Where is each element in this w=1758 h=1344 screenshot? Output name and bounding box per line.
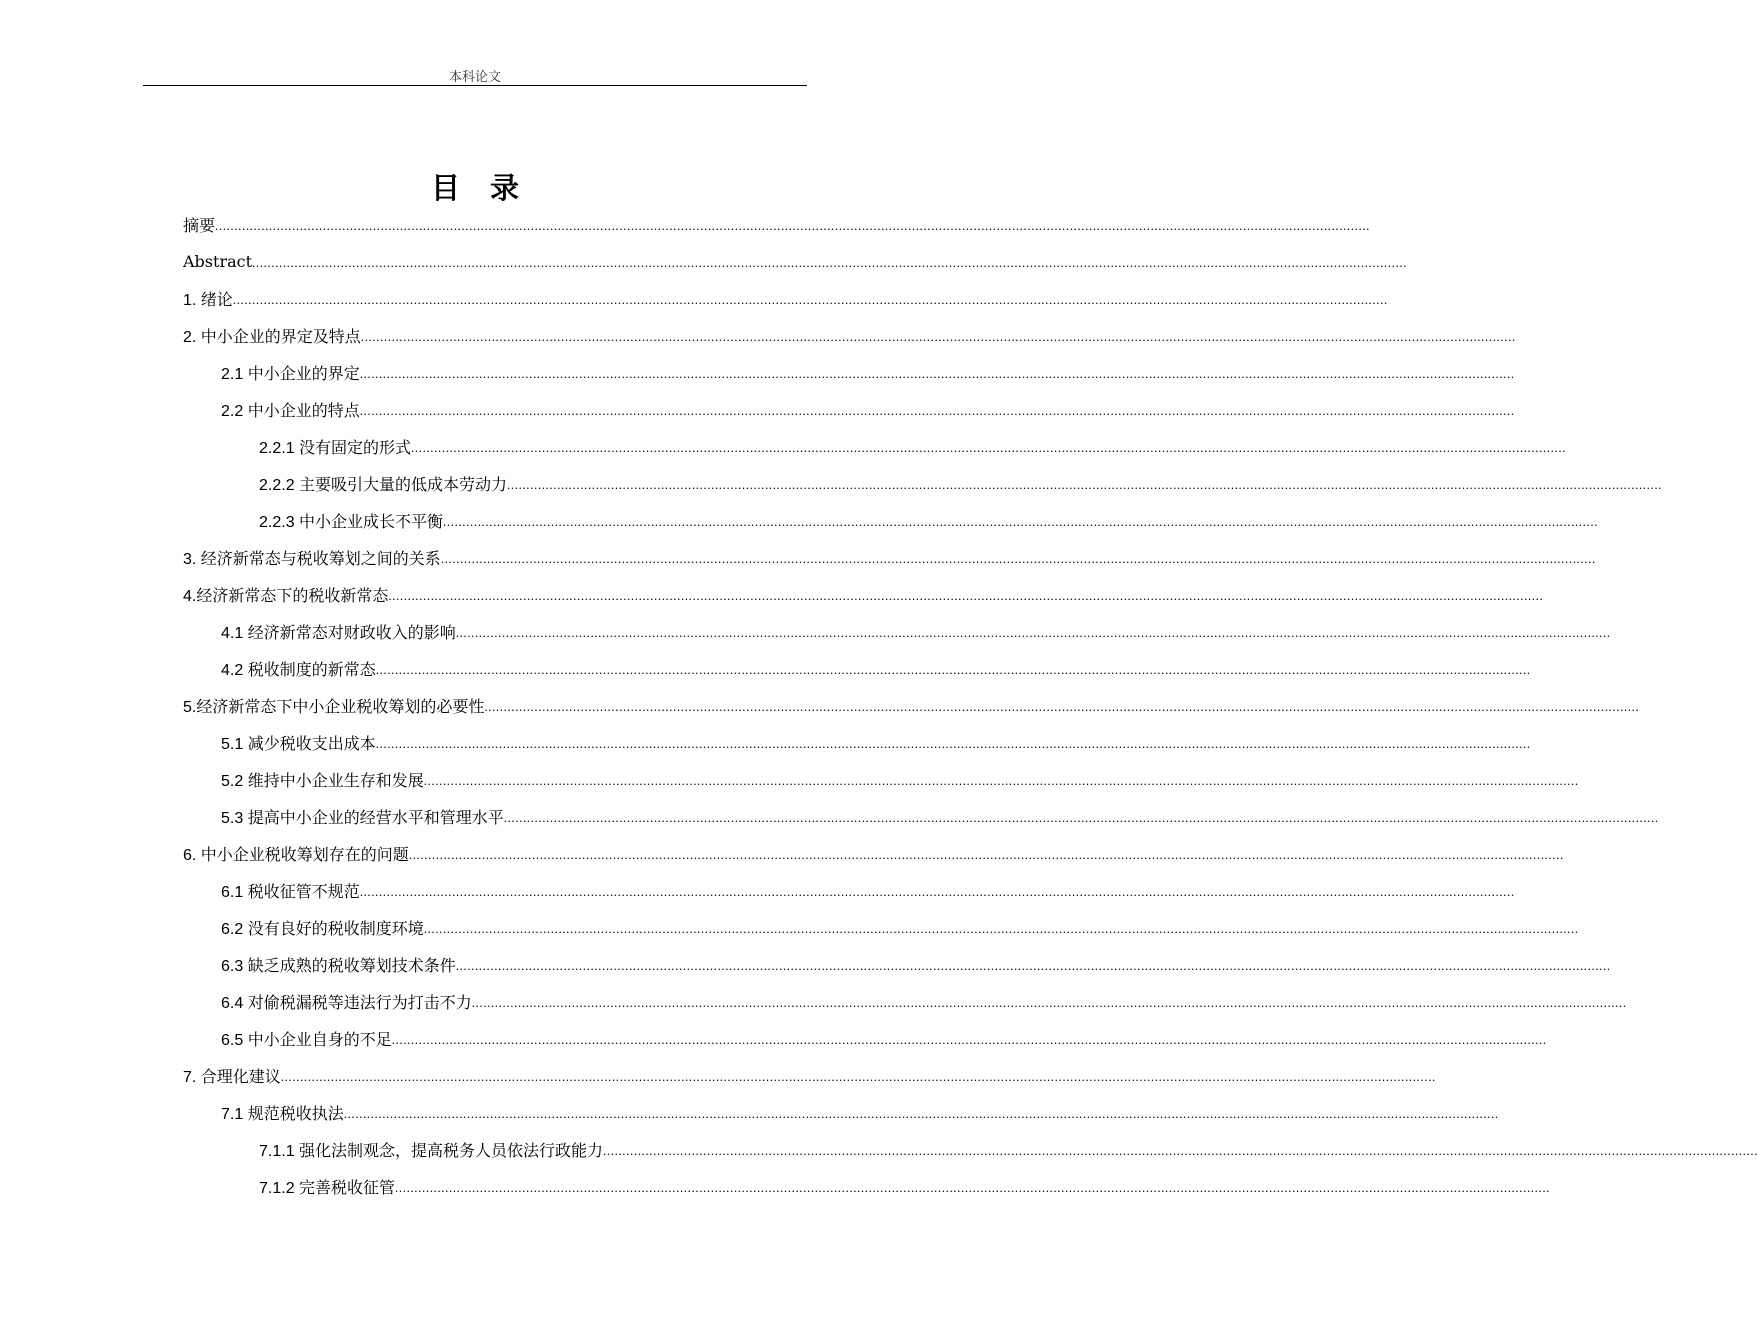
toc-entry-label: [221, 398, 360, 421]
toc-dot-leader: ............................................................................................................................................................................................................................................................................................................: [440, 551, 1596, 566]
toc-dot-leader: ............................................................................................................................................................................................................................................................................................................: [388, 588, 1544, 603]
toc-entry-label: [183, 1064, 281, 1087]
toc-dot-leader: ............................................................................................................................................................................................................................................................................................................: [359, 884, 1515, 899]
toc-dot-leader: ............................................................................................................................................................................................................................................................................................................: [603, 1143, 1758, 1158]
toc-entry-number: 6.2: [221, 921, 248, 938]
toc-entry-label: [183, 583, 388, 606]
toc-dot-leader: ............................................................................................................................................................................................................................................................................................................: [507, 477, 1663, 492]
toc-entry-text: 规范税收执法: [247, 1104, 344, 1123]
toc-entry-number: 5.: [183, 699, 197, 716]
toc-entry-text: 税收制度的新常态: [247, 660, 376, 679]
toc-entry-number: 2.2.1: [259, 440, 300, 457]
toc-entry-text: 没有固定的形式: [299, 438, 412, 457]
toc-entry-label: [183, 694, 484, 717]
toc-entry[interactable]: [183, 1057, 1436, 1094]
toc-dot-leader: ............................................................................................................................................................................................................................................................................................................: [375, 736, 1531, 751]
toc-entry-number: 5.1: [221, 736, 248, 753]
toc-entry[interactable]: [183, 576, 1544, 613]
header-rule: [143, 85, 807, 86]
toc-entry-text: 中小企业自身的不足: [247, 1030, 392, 1049]
toc-entry[interactable]: [183, 354, 1515, 391]
toc-entry-label: [221, 361, 360, 384]
toc-entry-label: [259, 509, 443, 532]
toc-entry-number: 4.1: [221, 625, 248, 642]
toc-entry-text: 中小企业成长不平衡: [299, 512, 444, 531]
toc-dot-leader: ............................................................................................................................................................................................................................................................................................................: [408, 847, 1564, 862]
toc-entry-label: [221, 657, 376, 680]
toc-entry[interactable]: [183, 872, 1515, 909]
toc-dot-leader: ............................................................................................................................................................................................................................................................................................................: [423, 921, 1579, 936]
toc-entry-label: [183, 842, 409, 865]
toc-dot-leader: ............................................................................................................................................................................................................................................................................................................: [391, 1032, 1547, 1047]
toc-entry-label: [183, 213, 215, 236]
toc-entry-text: Abstract: [183, 251, 253, 271]
toc-entry-text: 提高中小企业的经营水平和管理水平: [247, 808, 504, 827]
toc-entry-label: [221, 768, 424, 791]
toc-entry[interactable]: [183, 317, 1516, 354]
toc-entry-text: 维持中小企业生存和发展: [247, 771, 424, 790]
toc-entry-number: 6.4: [221, 995, 248, 1012]
toc-entry-number: 4.2: [221, 662, 248, 679]
toc-entry-number: 7.: [183, 1069, 201, 1086]
toc-entry-text: 经济新常态下的税收新常态: [196, 586, 389, 605]
toc-entry-number: 6.1: [221, 884, 248, 901]
toc-dot-leader: ............................................................................................................................................................................................................................................................................................................: [359, 366, 1515, 381]
toc-entry[interactable]: [183, 909, 1579, 946]
toc-entry[interactable]: [183, 539, 1596, 576]
toc-entry-label: [259, 435, 411, 458]
toc-entry-number: 3.: [183, 551, 201, 568]
toc-entry-text: 经济新常态与税收筹划之间的关系: [200, 549, 441, 568]
toc-entry-label: [221, 1101, 344, 1124]
toc-entry-text: 强化法制观念，提高税务人员依法行政能力: [299, 1141, 604, 1160]
toc-entry-text: 没有良好的税收制度环境: [247, 919, 424, 938]
toc-dot-leader: ............................................................................................................................................................................................................................................................................................................: [443, 514, 1599, 529]
toc-entry-label: [183, 324, 361, 347]
toc-entry-text: 合理化建议: [200, 1067, 281, 1086]
toc-entry-text: 中小企业的界定及特点: [200, 327, 361, 346]
toc-entry-number: 1.: [183, 292, 201, 309]
toc-entry-text: 中小企业税收筹划存在的问题: [200, 845, 409, 864]
toc-entry-label: [221, 731, 376, 754]
toc-dot-leader: ............................................................................................................................................................................................................................................................................................................: [471, 995, 1627, 1010]
toc-dot-leader: ............................................................................................................................................................................................................................................................................................................: [395, 1180, 1551, 1195]
toc-entry[interactable]: [183, 1131, 1758, 1168]
toc-entry-number: 7.1.2: [259, 1180, 300, 1197]
toc-dot-leader: ............................................................................................................................................................................................................................................................................................................: [215, 218, 1371, 233]
toc-entry[interactable]: [183, 1020, 1547, 1057]
toc-entry-label: [221, 990, 472, 1013]
toc-dot-leader: ............................................................................................................................................................................................................................................................................................................: [411, 440, 1567, 455]
toc-dot-leader: ............................................................................................................................................................................................................................................................................................................: [280, 1069, 1436, 1084]
toc-entry-number: 2.2.3: [259, 514, 300, 531]
toc-entry-text: 完善税收征管: [299, 1178, 396, 1197]
toc-entry[interactable]: [183, 1094, 1499, 1131]
toc-entry-number: 5.3: [221, 810, 248, 827]
table-of-contents: [183, 206, 1758, 1205]
toc-entry-text: 税收征管不规范: [247, 882, 360, 901]
toc-entry-number: 5.2: [221, 773, 248, 790]
toc-entry-text: 缺乏成熟的税收筹划技术条件: [247, 956, 456, 975]
toc-entry[interactable]: [183, 798, 1659, 835]
toc-dot-leader: ............................................................................................................................................................................................................................................................................................................: [252, 255, 1408, 270]
toc-entry[interactable]: [183, 613, 1611, 650]
toc-entry-text: 摘要: [183, 216, 216, 235]
toc-entry[interactable]: [183, 650, 1531, 687]
toc-entry[interactable]: [183, 1168, 1551, 1205]
toc-dot-leader: ............................................................................................................................................................................................................................................................................................................: [484, 699, 1640, 714]
toc-entry-text: 主要吸引大量的低成本劳动力: [299, 475, 508, 494]
toc-entry-number: 2.2: [221, 403, 248, 420]
toc-entry-number: 2.1: [221, 366, 248, 383]
toc-entry[interactable]: [183, 724, 1531, 761]
toc-entry-number: 6.3: [221, 958, 248, 975]
toc-entry-label: [221, 953, 456, 976]
toc-entry-text: 绪论: [200, 290, 233, 309]
toc-entry-number: 7.1.1: [259, 1143, 300, 1160]
toc-entry-number: 2.: [183, 329, 201, 346]
toc-entry-label: [221, 1027, 392, 1050]
toc-entry[interactable]: [183, 502, 1599, 539]
toc-entry[interactable]: [183, 465, 1663, 502]
toc-entry[interactable]: [183, 687, 1640, 724]
toc-entry[interactable]: [183, 835, 1564, 872]
toc-entry-label: [259, 1175, 395, 1198]
toc-dot-leader: ............................................................................................................................................................................................................................................................................................................: [423, 773, 1579, 788]
toc-entry-number: 7.1: [221, 1106, 248, 1123]
toc-entry-label: [221, 879, 360, 902]
toc-dot-leader: ............................................................................................................................................................................................................................................................................................................: [359, 403, 1515, 418]
toc-entry[interactable]: [183, 391, 1515, 428]
toc-entry[interactable]: [183, 761, 1579, 798]
toc-entry-number: 6.5: [221, 1032, 248, 1049]
toc-dot-leader: ............................................................................................................................................................................................................................................................................................................: [455, 958, 1611, 973]
toc-entry-label: [221, 620, 456, 643]
toc-entry[interactable]: [183, 428, 1567, 465]
toc-entry-label: [183, 287, 233, 310]
toc-title: 目录: [430, 171, 549, 205]
toc-entry[interactable]: [183, 243, 1408, 280]
toc-entry[interactable]: [183, 946, 1611, 983]
page-header: 本科论文: [448, 70, 501, 85]
toc-entry-number: 6.: [183, 847, 201, 864]
toc-dot-leader: ............................................................................................................................................................................................................................................................................................................: [343, 1106, 1499, 1121]
toc-entry[interactable]: [183, 983, 1627, 1020]
toc-entry-label: [259, 472, 507, 495]
toc-entry-text: 经济新常态下中小企业税收筹划的必要性: [196, 697, 485, 716]
toc-entry-number: 2.2.2: [259, 477, 300, 494]
toc-entry-number: 4.: [183, 588, 197, 605]
toc-entry-label: [183, 546, 441, 569]
toc-entry-text: 中小企业的特点: [247, 401, 360, 420]
toc-entry[interactable]: [183, 206, 1371, 243]
toc-entry-label: [259, 1138, 603, 1161]
toc-dot-leader: ............................................................................................................................................................................................................................................................................................................: [455, 625, 1611, 640]
toc-entry-text: 经济新常态对财政收入的影响: [247, 623, 456, 642]
toc-entry-label: [221, 805, 504, 828]
toc-dot-leader: ............................................................................................................................................................................................................................................................................................................: [232, 292, 1388, 307]
toc-entry-text: 中小企业的界定: [247, 364, 360, 383]
toc-entry-label: [221, 916, 424, 939]
toc-entry-text: 对偷税漏税等违法行为打击不力: [247, 993, 472, 1012]
toc-dot-leader: ............................................................................................................................................................................................................................................................................................................: [503, 810, 1659, 825]
toc-entry-label: [183, 252, 252, 272]
toc-entry-text: 减少税收支出成本: [247, 734, 376, 753]
toc-dot-leader: ............................................................................................................................................................................................................................................................................................................: [375, 662, 1531, 677]
toc-entry[interactable]: [183, 280, 1388, 317]
toc-dot-leader: ............................................................................................................................................................................................................................................................................................................: [360, 329, 1516, 344]
